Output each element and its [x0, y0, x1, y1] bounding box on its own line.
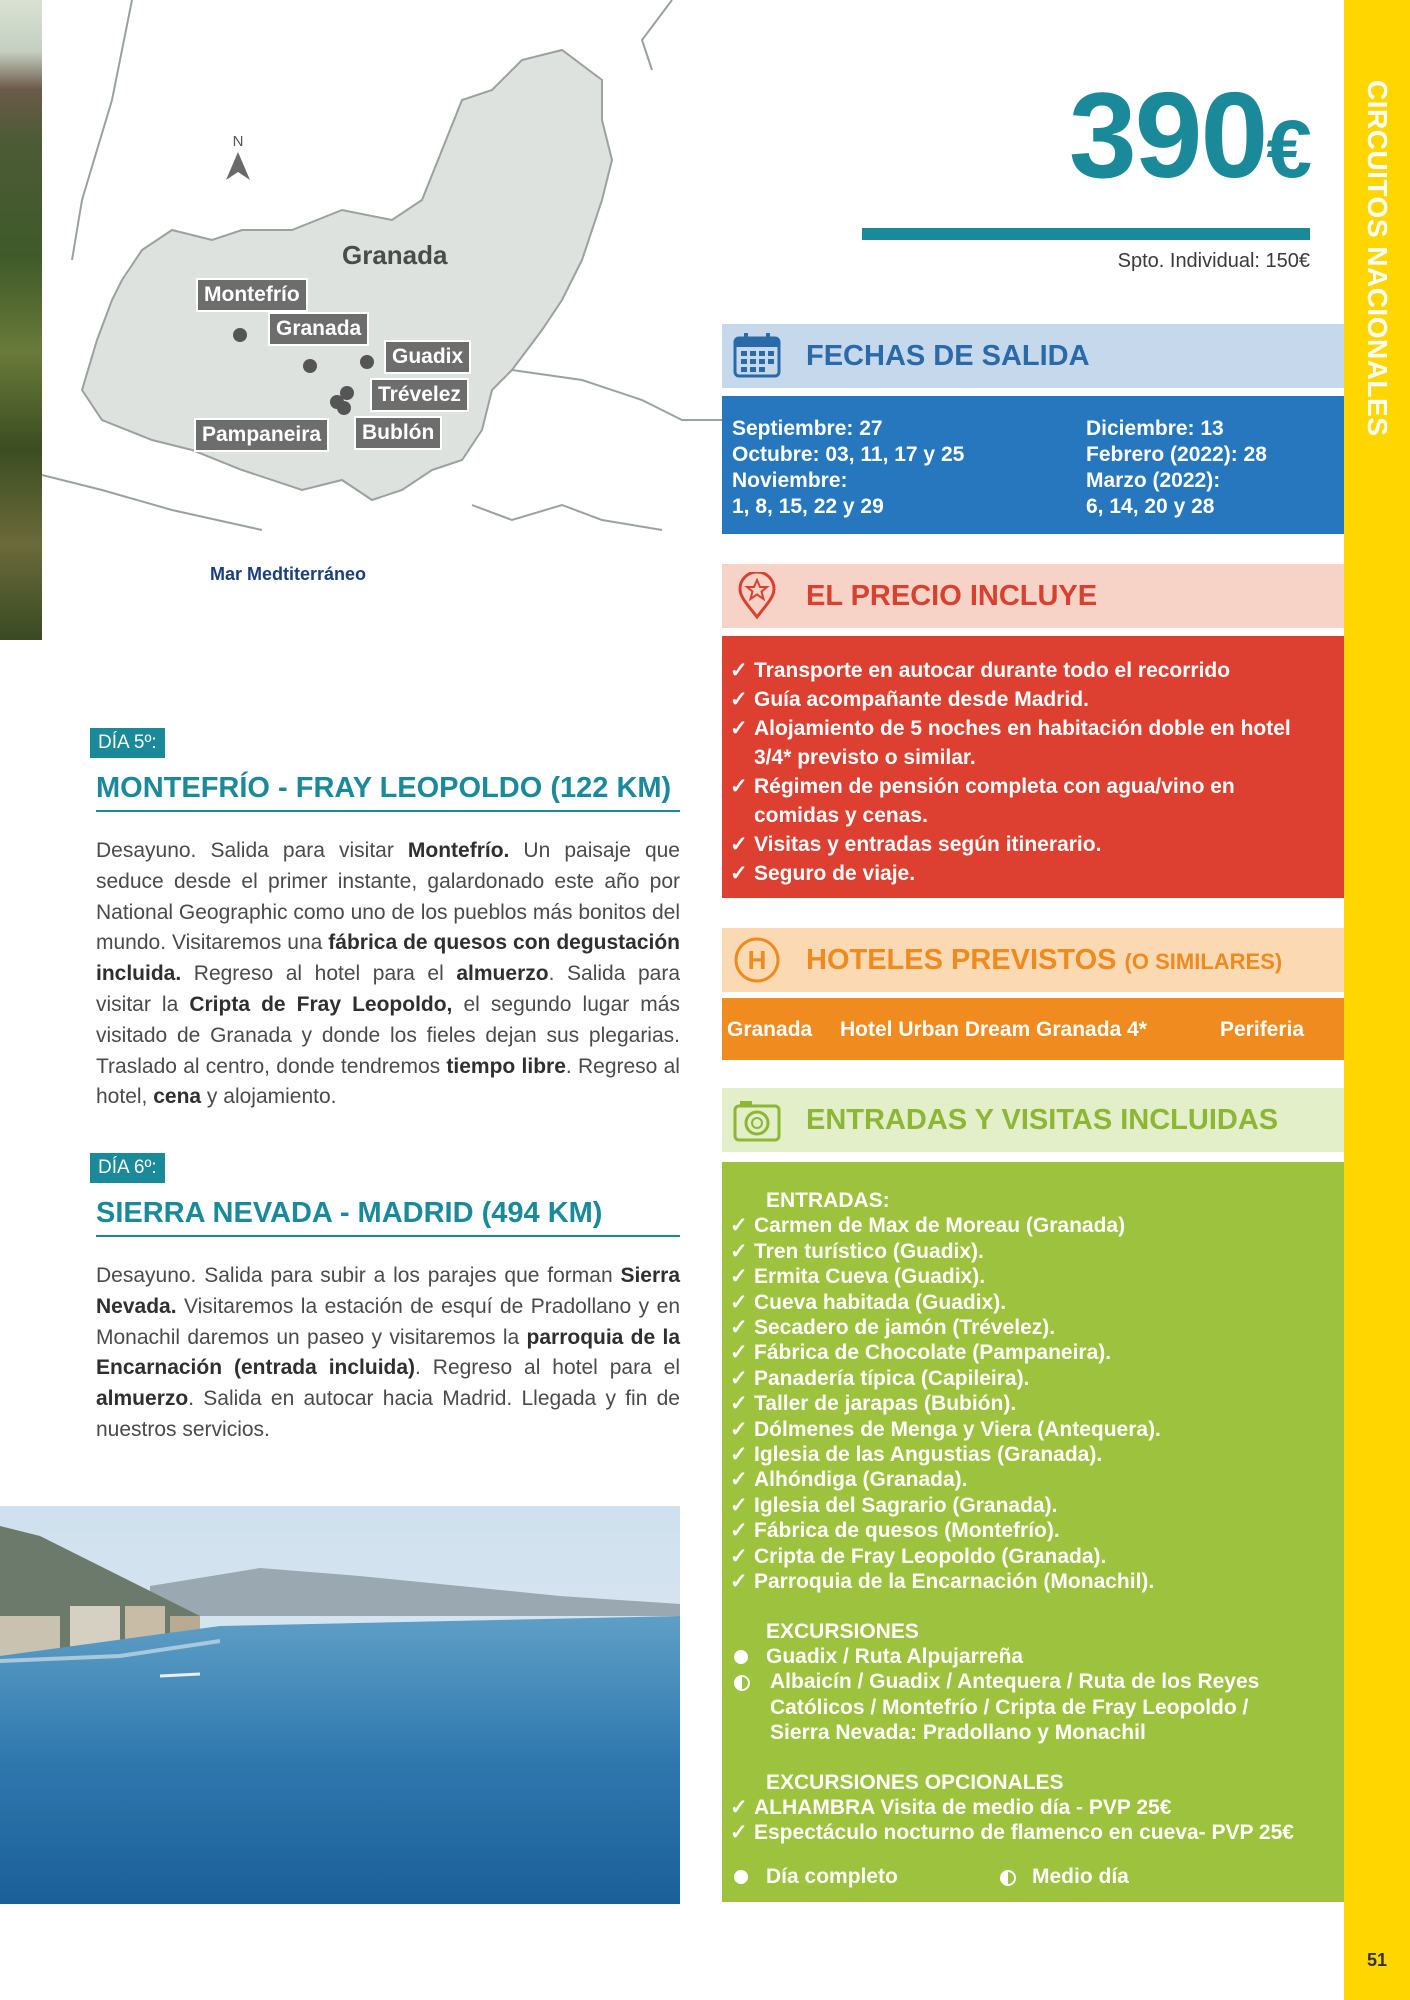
- fechas-title: FECHAS DE SALIDA: [806, 340, 1090, 372]
- hotel-city: Granada: [727, 1018, 813, 1041]
- list-item: ✓ Iglesia de las Angustias (Granada).: [722, 1442, 1344, 1467]
- entradas-title: ENTRADAS Y VISITAS INCLUIDAS: [806, 1104, 1279, 1136]
- fecha-line: Septiembre: 27: [732, 417, 883, 440]
- day-5-description: Desayuno. Salida para visitar Montefrío. Un paisaje que seduce desde el primer instante, galardonado este año por National Geographic como uno de los pueblos más bonitos del mundo. Visitaremos una fábrica de quesos con degustación incluida. Regreso al hotel para el almuerzo. Salida para visitar la Cripta de Fray Leopoldo, el segundo lugar más visitado de Granada y donde los fieles dejan sus plegarias. Traslado al centro, donde tendremos tiempo libre. Regreso al hotel, cena y alojamiento.: [96, 839, 680, 1109]
- list-item: ✓ Secadero de jamón (Trévelez).: [722, 1315, 1344, 1340]
- fecha-line: Noviembre:: [732, 469, 848, 492]
- fecha-line: 6, 14, 20 y 28: [1086, 495, 1215, 518]
- map-label-bublon: Bublón: [354, 416, 442, 450]
- list-item: ✓ Tren turístico (Guadix).: [722, 1239, 1344, 1264]
- day-5-title: MONTEFRÍO - FRAY LEOPOLDO (122 KM): [96, 772, 672, 804]
- list-item: ✓ Fábrica de quesos (Montefrío).: [722, 1518, 1344, 1543]
- fecha-line: Marzo (2022):: [1086, 469, 1221, 492]
- list-item: ✓ Seguro de viaje.: [722, 859, 1304, 888]
- entradas-header: [722, 1088, 1344, 1152]
- opcionales-label: EXCURSIONES OPCIONALES: [766, 1770, 1064, 1794]
- fechas-body: [722, 396, 1344, 534]
- hoteles-body: [722, 998, 1344, 1060]
- entradas-list: [722, 1213, 1344, 1594]
- map-label-granada: Granada: [268, 312, 369, 346]
- day-5-badge: DÍA 5º:: [90, 728, 165, 758]
- calendar-icon: [732, 332, 782, 380]
- fecha-line: Diciembre: 13: [1086, 417, 1224, 440]
- single-supplement: Spto. Individual: 150€: [1117, 250, 1310, 272]
- side-band-title: CIRCUITOS NACIONALES: [1362, 80, 1393, 437]
- fecha-line: 1, 8, 15, 22 y 29: [732, 495, 884, 518]
- legend-half-day: Medio día: [1032, 1864, 1129, 1888]
- day-6-rule: [96, 1235, 680, 1237]
- map-sea-label: Mar Medtiterráneo: [210, 564, 367, 584]
- list-item: ✓ Alhóndiga (Granada).: [722, 1467, 1344, 1492]
- list-item: ✓ Transporte en autocar durante todo el recorrido: [722, 656, 1304, 685]
- map: [42, 0, 722, 600]
- fechas-col-right: [1086, 416, 1267, 520]
- price-underline: [862, 228, 1310, 240]
- half-day-dot-icon: [1000, 1870, 1016, 1886]
- excursiones-label: EXCURSIONES: [766, 1619, 919, 1643]
- fechas-header: [722, 324, 1344, 388]
- map-label-montefrio: Montefrío: [196, 278, 308, 312]
- day-6-badge: DÍA 6º:: [90, 1153, 165, 1183]
- entradas-body: [722, 1162, 1344, 1902]
- precio-body: [722, 636, 1344, 898]
- hotel-name: Hotel Urban Dream Granada 4*: [840, 1018, 1147, 1041]
- svg-text:H: H: [747, 945, 767, 975]
- excursion-full-day: Guadix / Ruta Alpujarreña: [722, 1644, 1344, 1669]
- location-star-icon: [732, 572, 782, 620]
- map-pin-montefrio: [233, 328, 247, 342]
- map-label-guadix: Guadix: [384, 340, 471, 374]
- hoteles-title: HOTELES PREVISTOS (O SIMILARES): [806, 944, 1283, 976]
- hotel-icon: [732, 936, 782, 984]
- list-item: ✓ Fábrica de Chocolate (Pampaneira).: [722, 1340, 1344, 1365]
- map-pin-bubion: [337, 401, 351, 415]
- north-arrow: N: [224, 134, 252, 190]
- page-number: 51: [1366, 1950, 1388, 1970]
- list-item: ✓ Alojamiento de 5 noches en habitación doble en hotel 3/4* previsto o similar.: [722, 714, 1304, 772]
- excursion-half-day: Albaicín / Guadix / Antequera / Ruta de los Reyes Católicos / Montefrío / Cripta de Fray Leopoldo / Sierra Nevada: Pradollano y Monachil: [722, 1669, 1344, 1745]
- half-day-dot-icon: [734, 1675, 750, 1691]
- price-value: 390: [1068, 67, 1267, 203]
- list-item: ✓ Régimen de pensión completa con agua/vino en comidas y cenas.: [722, 772, 1304, 830]
- price-currency: €: [1266, 104, 1310, 195]
- list-item: ✓ Cueva habitada (Guadix).: [722, 1290, 1344, 1315]
- camera-icon: [732, 1096, 782, 1144]
- coast-photo: [0, 1506, 680, 1904]
- fecha-line: Octubre: 03, 11, 17 y 25: [732, 443, 965, 466]
- price: [1010, 67, 1310, 215]
- list-item: ✓ Cripta de Fray Leopoldo (Granada).: [722, 1544, 1344, 1569]
- list-item: ✓ Carmen de Max de Moreau (Granada): [722, 1213, 1344, 1238]
- map-pin-guadix: [360, 355, 374, 369]
- legend-full-day: Día completo: [766, 1864, 898, 1888]
- list-item: ✓ Visitas y entradas según itinerario.: [722, 830, 1304, 859]
- map-graphic: [42, 0, 722, 600]
- left-photo-strip: [0, 0, 42, 640]
- fechas-col-left: [732, 416, 964, 520]
- list-item: ✓ Guía acompañante desde Madrid.: [722, 685, 1304, 714]
- map-label-trevelez: Trévelez: [370, 378, 469, 412]
- list-item: ✓ Iglesia del Sagrario (Granada).: [722, 1493, 1344, 1518]
- legend: [722, 1864, 1344, 1890]
- list-item: ✓ Ermita Cueva (Guadix).: [722, 1264, 1344, 1289]
- full-day-dot-icon: [734, 1650, 748, 1664]
- day-5-rule: [96, 810, 680, 812]
- map-label-pampaneira: Pampaneira: [194, 418, 329, 452]
- fecha-line: Febrero (2022): 28: [1086, 443, 1267, 466]
- precio-title: EL PRECIO INCLUYE: [806, 580, 1098, 612]
- precio-header: [722, 564, 1344, 628]
- day-6-title: SIERRA NEVADA - MADRID (494 KM): [96, 1197, 603, 1229]
- entradas-label: ENTRADAS:: [766, 1189, 890, 1212]
- list-item: ✓ Taller de jarapas (Bubión).: [722, 1391, 1344, 1416]
- list-item: ✓ Panadería típica (Capileira).: [722, 1366, 1344, 1391]
- opcionales-list: [722, 1795, 1344, 1846]
- list-item: ✓ Parroquia de la Encarnación (Monachil).: [722, 1569, 1344, 1594]
- full-day-dot-icon: [734, 1870, 748, 1884]
- map-region-label: Granada: [342, 240, 448, 270]
- list-item: ✓ Espectáculo nocturno de flamenco en cueva- PVP 25€: [722, 1820, 1344, 1845]
- map-pin-granada: [303, 359, 317, 373]
- hotel-zone: Periferia: [1220, 1018, 1305, 1041]
- list-item: ✓ Dólmenes de Menga y Viera (Antequera).: [722, 1417, 1344, 1442]
- day-6-description: Desayuno. Salida para subir a los parajes que forman Sierra Nevada. Visitaremos la estación de esquí de Pradollano y en Monachil daremos un paseo y visitaremos la parroquia de la Encarnación (entrada incluida). Regreso al hotel para el almuerzo. Salida en autocar hacia Madrid. Llegada y fin de nuestros servicios.: [96, 1264, 680, 1441]
- hoteles-header: [722, 928, 1344, 992]
- precio-list: [722, 636, 1344, 888]
- list-item: ✓ ALHAMBRA Visita de medio día - PVP 25€: [722, 1795, 1344, 1820]
